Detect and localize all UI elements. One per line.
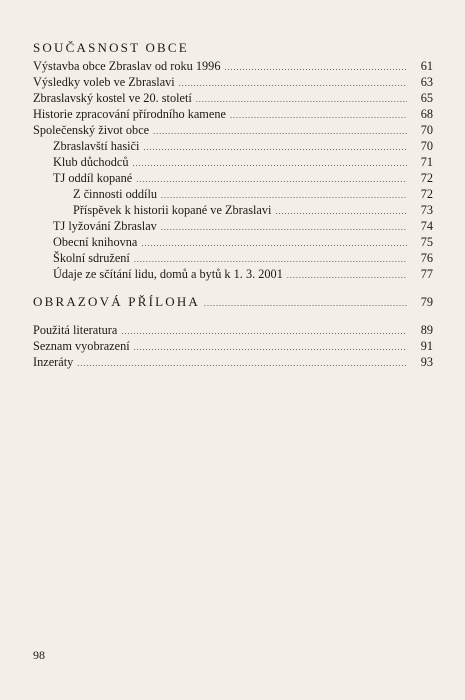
page-number: 98 <box>33 648 45 662</box>
toc-entry-title: Použitá literatura <box>33 323 118 337</box>
toc-entry-title: Společenský život obce <box>33 123 150 137</box>
toc-entry-page: 70 <box>420 123 433 137</box>
toc-entry-page: 77 <box>420 267 433 281</box>
toc-entry <box>33 354 433 370</box>
toc-entry-title: Výstavba obce Zbraslav od roku 1996 <box>33 59 221 73</box>
toc-entry <box>53 170 433 186</box>
section-heading-soucasnost: SOUČASNOST OBCE <box>33 40 189 55</box>
leader-dots <box>287 268 407 284</box>
toc-entry-title: Příspěvek k historii kopané ve Zbraslavi <box>73 203 272 217</box>
toc-entry <box>73 186 433 202</box>
toc-entry-page: 75 <box>420 235 433 249</box>
toc-entry-title: TJ lyžování Zbraslav <box>53 219 157 233</box>
toc-entry-title: Seznam vyobrazení <box>33 339 130 353</box>
toc-entry <box>53 218 433 234</box>
toc-entry-page: 79 <box>420 295 433 309</box>
toc-entry <box>53 266 433 282</box>
toc-entry-page: 63 <box>420 75 433 89</box>
toc-entry <box>33 122 433 138</box>
toc-entry-title: Obecní knihovna <box>53 235 138 249</box>
toc-entry-title: TJ oddíl kopané <box>53 171 133 185</box>
toc-entry-title: Zbraslavští hasiči <box>53 139 140 153</box>
toc-entry <box>33 322 433 338</box>
toc-entry-title: Z činnosti oddílu <box>73 187 158 201</box>
toc-entry-title: Historie zpracování přírodního kamene <box>33 107 226 121</box>
toc-entry-page: 72 <box>420 187 433 201</box>
toc-entry-page: 65 <box>420 91 433 105</box>
leader-dots <box>204 296 407 312</box>
toc-entry-title: Klub důchodců <box>53 155 129 169</box>
toc-entry-page: 70 <box>420 139 433 153</box>
toc-entry-title: Výsledky voleb ve Zbraslavi <box>33 75 175 89</box>
section-heading-title: OBRAZOVÁ PŘÍLOHA <box>33 294 201 309</box>
toc-entry <box>33 106 433 122</box>
leader-dots <box>77 356 407 372</box>
toc-entry-title: Inzeráty <box>33 355 74 369</box>
toc-entry <box>33 90 433 106</box>
toc-entry <box>53 250 433 266</box>
toc-entry <box>33 338 433 354</box>
toc-entry <box>53 154 433 170</box>
toc-entry-page: 73 <box>420 203 433 217</box>
toc-entry <box>53 138 433 154</box>
toc-entry <box>33 58 433 74</box>
toc-entry-page: 74 <box>420 219 433 233</box>
toc-entry-page: 71 <box>420 155 433 169</box>
toc-entry-page: 61 <box>420 59 433 73</box>
toc-entry-page: 93 <box>420 355 433 369</box>
toc-entry-title: Zbraslavský kostel ve 20. století <box>33 91 192 105</box>
toc-entry-page: 89 <box>420 323 433 337</box>
toc-entry-title: Údaje ze sčítání lidu, domů a bytů k 1. 3. 2001 <box>53 267 283 281</box>
toc-entry-page: 68 <box>420 107 433 121</box>
toc-entry-title: Školní sdružení <box>53 251 130 265</box>
section-heading-obrazova <box>33 294 433 312</box>
toc-entry <box>73 202 433 218</box>
toc-entry <box>53 234 433 250</box>
toc-entry <box>33 74 433 90</box>
toc-entry-page: 91 <box>420 339 433 353</box>
toc-entry-page: 76 <box>420 251 433 265</box>
toc-entry-page: 72 <box>420 171 433 185</box>
